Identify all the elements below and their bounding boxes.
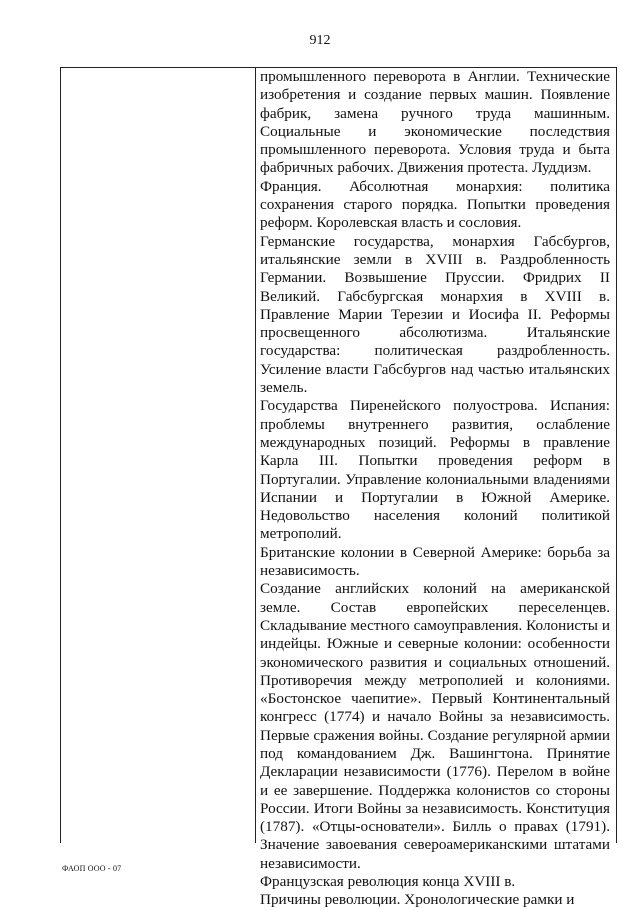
paragraph-german-states: Германские государства, монархия Габсбургов, итальянские земли в XVIII в. Раздробленность Германии. Возвышение Пруссии. Фридрих II Великий. Габсбургская монархия в XVIII в. Правление Марии Терезии и Иосифа II. Реформы просвещенного абсолютизма. Итальянские государства: политическая раздробленность. Усиление власти Габсбургов над частью итальянских земель. <box>260 232 610 397</box>
paragraph-industrial-revolution: промышленного переворота в Англии. Технические изобретения и создание первых машин. Появление фабрик, замена ручного труда машинным. Социальные и экономические последствия промышленного переворота. Условия труда и быта фабричных рабочих. Движения протеста. Луддизм. <box>260 68 610 177</box>
paragraph-iberian-states: Государства Пиренейского полуострова. Испания: проблемы внутреннего развития, ослабление международных позиций. Реформы в правление Карла III. Попытки проведения реформ в Португалии. Управление колониальными владениями Испании и Португалии в Южной Америке. Недовольство населения колоний политикой метрополий. <box>260 397 610 543</box>
paragraph-english-colonies: Создание английских колоний на американской земле. Состав европейских переселенцев. Складывание местного самоуправления. Колонисты и индейцы. Южные и северные колонии: особенности экономического развития и социальных отношений. Противоречия между метрополией и колониями. «Бостонское чаепитие». Первый Континентальный конгресс (1774) и начало Войны за независимость. Первые сражения войны. Создание регулярной армии под командованием Дж. Вашингтона. Принятие Декларации независимости (1776). Перелом в войне и ее завершение. Поддержка колонистов со стороны России. Итоги Войны за независимость. Конституция (1787). «Отцы-основатели». Билль о правах (1791). Значение завоевания североамериканскими штатами независимости. <box>260 580 610 872</box>
paragraph-french-revolution-heading: Французская революция конца XVIII в. <box>260 873 516 891</box>
paragraph-france: Франция. Абсолютная монархия: политика сохранения старого порядка. Попытки проведения реформ. Королевская власть и сословия. <box>260 177 610 232</box>
document-footer-code: ФАОП ООО - 07 <box>62 864 122 873</box>
paragraph-british-colonies-heading: Британские колонии в Северной Америке: борьба за независимость. <box>260 543 610 580</box>
paragraph-revolution-causes: Причины революции. Хронологические рамки и <box>260 891 575 909</box>
table-left-column <box>61 68 256 843</box>
table-cell-content <box>260 68 610 910</box>
table-right-column <box>256 68 616 909</box>
page-number: 912 <box>309 33 331 48</box>
